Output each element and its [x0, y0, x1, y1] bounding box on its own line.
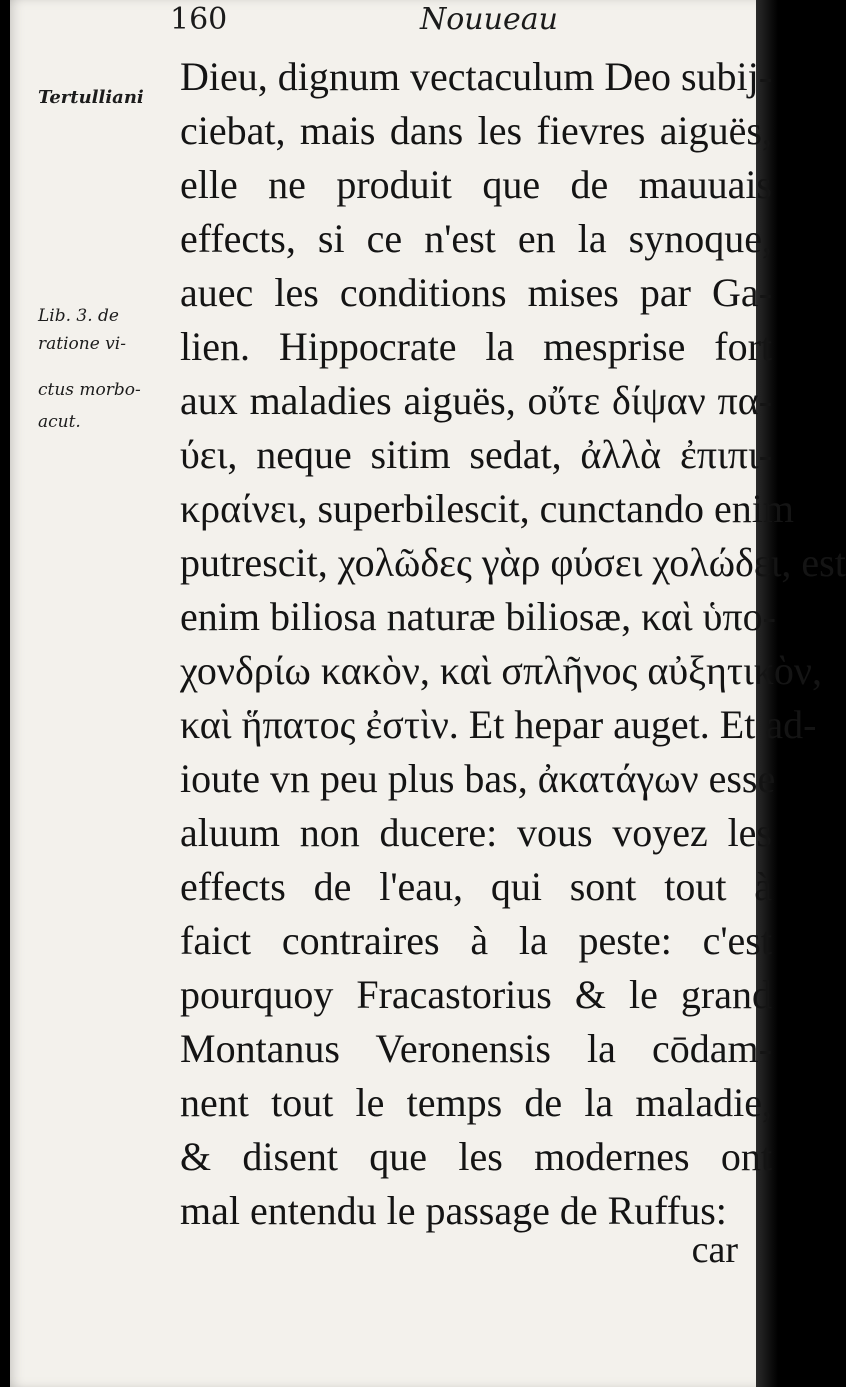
text-line: lien. Hippocrate la mesprise fort — [180, 324, 772, 369]
text-line: χονδρίω κακὸν, καὶ σπλῆνος αὐξητικὸν, — [180, 648, 822, 693]
text-line: effects, si ce n'est en la synoque, — [180, 216, 772, 261]
text-line: faict contraires à la peste: c'est — [180, 918, 772, 963]
text-line: elle ne produit que de mauuais — [180, 162, 772, 207]
main-text — [180, 50, 846, 1238]
text-line: Montanus Veronensis la cōdam- — [180, 1026, 772, 1071]
text-line: κραίνει, superbilescit, cunctando enim — [180, 486, 795, 531]
text-line: pourquoy Fracastorius & le grand — [180, 972, 772, 1017]
margin-note: Lib. 3. de — [38, 306, 119, 326]
running-head: Nouueau — [420, 2, 558, 37]
text-line: Dieu, dignum vectaculum Deo subij- — [180, 54, 773, 99]
text-line: mal entendu le passage de Ruffus: — [180, 1188, 727, 1233]
margin-note: Tertulliani — [38, 87, 144, 108]
text-line: καὶ ἥπατος ἐστὶν. Et hepar auget. Et ad- — [180, 702, 817, 747]
text-line: aux maladies aiguës, οὔτε δίψαν πα- — [180, 378, 772, 423]
margin-note: acut. — [38, 412, 81, 432]
page-number: 160 — [170, 2, 228, 37]
margin-note: ratione vi- — [38, 334, 126, 354]
text-line: auec les conditions mises par Ga- — [180, 270, 772, 315]
catchword: car — [691, 1229, 738, 1271]
text-line: enim biliosa naturæ biliosæ, καὶ ὑπο- — [180, 594, 776, 639]
book-page — [10, 0, 846, 1387]
text-line: ciebat, mais dans les fievres aiguës, — [180, 108, 772, 153]
page-header — [170, 0, 590, 40]
text-line: & disent que les modernes ont — [180, 1134, 772, 1179]
text-line: putrescit, χολῶδες γὰρ φύσει χολώδει, est — [180, 540, 846, 585]
margin-note: ctus morbo- — [38, 380, 141, 400]
text-line: aluum non ducere: vous voyez les — [180, 810, 772, 855]
text-line: ioute vn peu plus bas, ἀκατάγων esse — [180, 756, 776, 801]
text-line: nent tout le temps de la maladie, — [180, 1080, 772, 1125]
text-line: effects de l'eau, qui sont tout à — [180, 864, 772, 909]
text-line: ύει, neque sitim sedat, ἀλλὰ ἐπιπι- — [180, 432, 772, 477]
